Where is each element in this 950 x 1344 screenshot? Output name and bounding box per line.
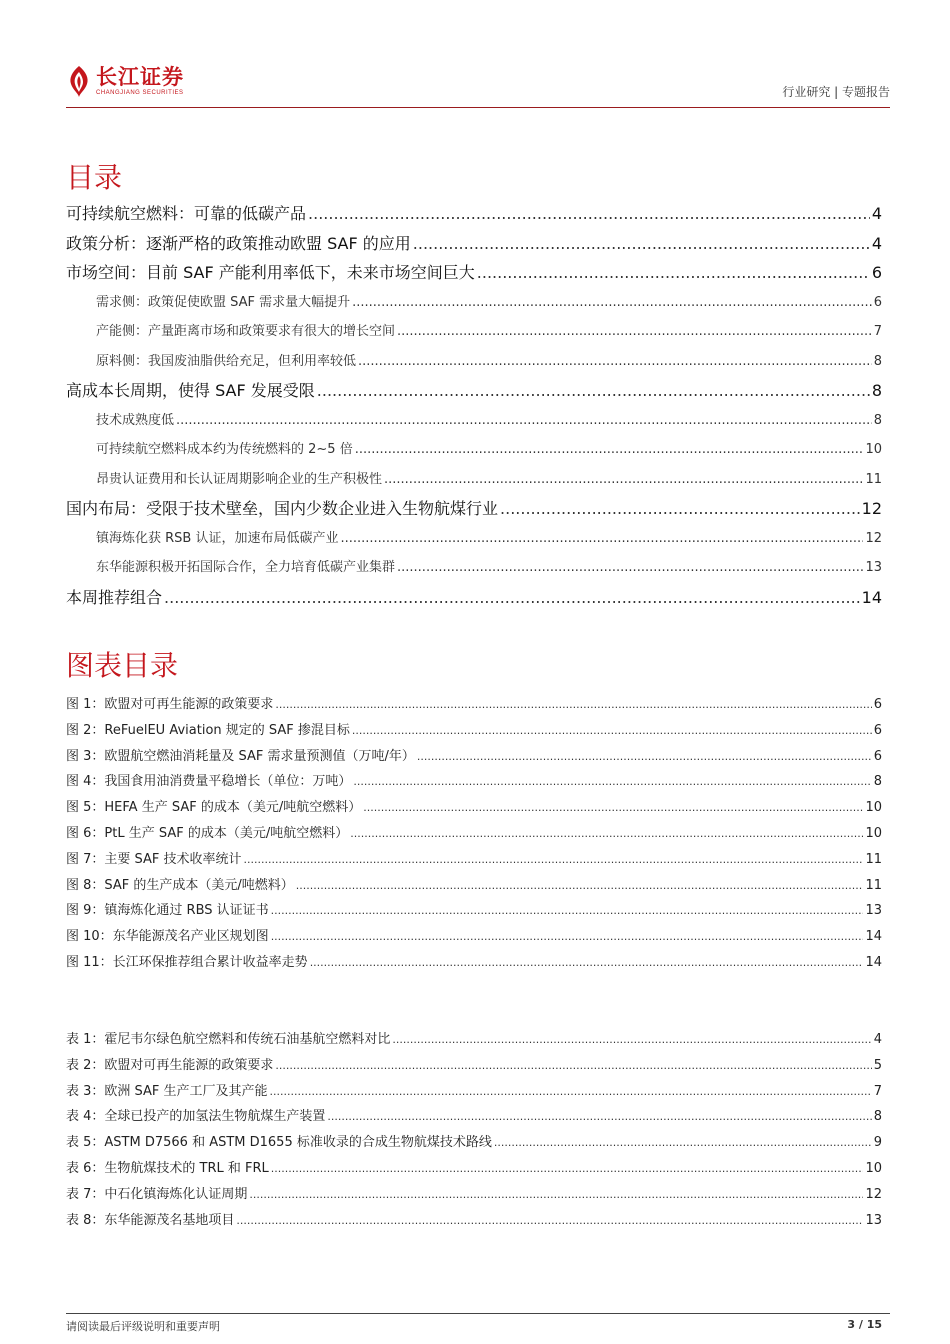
toc-entry-label: 可持续航空燃料：可靠的低碳产品 [66, 204, 307, 223]
toc-entry-page: 8 [873, 353, 882, 369]
table-entry-label: 表 6：生物航煤技术的 TRL 和 FRL [66, 1160, 269, 1176]
figure-entry[interactable] [66, 898, 882, 924]
toc-entry[interactable] [66, 199, 882, 229]
figure-entry-page: 6 [873, 697, 882, 712]
dot-leader [327, 1104, 871, 1130]
table-of-contents [66, 199, 882, 612]
toc-entry-label: 可持续航空燃料成本约为传统燃料的 2~5 倍 [96, 442, 353, 457]
table-entry[interactable] [66, 1027, 882, 1053]
dot-leader [384, 465, 863, 495]
logo-chinese-name: 长江证券 [96, 65, 184, 89]
dot-leader [358, 347, 872, 377]
toc-entry-page: 14 [861, 587, 882, 607]
dot-leader [164, 583, 860, 613]
toc-entry-page: 11 [865, 471, 882, 487]
figure-entry[interactable] [66, 795, 882, 821]
figure-entry-page: 6 [873, 748, 882, 764]
dot-leader [363, 795, 863, 821]
footer-disclaimer: 请阅读最后评级说明和重要声明 [66, 1320, 220, 1333]
table-entry-page: 12 [865, 1186, 882, 1202]
dot-leader [340, 524, 863, 554]
toc-entry-page: 8 [871, 381, 882, 400]
page-header [66, 64, 890, 108]
dot-leader [270, 1079, 872, 1105]
toc-entry[interactable] [66, 258, 882, 288]
toc-title: 目录 [66, 161, 123, 194]
figure-entry-label: 图 8：SAF 的生产成本（美元/吨燃料） [66, 877, 294, 893]
dot-leader [244, 847, 864, 873]
figure-entry-label: 图 9：镇海炼化通过 RBS 认证证书 [66, 903, 269, 919]
figures-toc-title: 图表目录 [66, 649, 179, 682]
toc-entry-label: 国内布局：受限于技术壁垒，国内少数企业进入生物航煤行业 [66, 499, 499, 518]
toc-subentry[interactable] [66, 465, 882, 495]
figure-entry-page: 10 [865, 800, 882, 816]
toc-subentry[interactable] [66, 406, 882, 436]
figure-entry[interactable] [66, 718, 882, 744]
figure-entry[interactable] [66, 769, 882, 795]
toc-subentry[interactable] [66, 435, 882, 465]
figure-entry[interactable] [66, 821, 882, 847]
figure-entry-page: 6 [873, 722, 882, 738]
toc-entry-label: 东华能源积极开拓国际合作，全力培育低碳产业集群 [96, 560, 396, 575]
table-entry[interactable] [66, 1130, 882, 1156]
toc-entry-label: 高成本长周期，使得 SAF 发展受限 [66, 381, 315, 400]
dot-leader [352, 288, 872, 318]
toc-subentry[interactable] [66, 347, 882, 377]
toc-entry-page: 10 [865, 442, 882, 457]
table-entry-page: 13 [865, 1212, 882, 1228]
dot-leader [275, 1053, 871, 1079]
figure-entry-page: 10 [865, 825, 882, 841]
dot-leader [308, 199, 870, 229]
dot-leader [500, 494, 860, 524]
figure-entry-page: 11 [865, 851, 882, 867]
dot-leader [397, 553, 863, 583]
table-entry-page: 5 [873, 1057, 882, 1073]
dot-leader [350, 821, 863, 847]
figure-entry[interactable] [66, 950, 882, 976]
toc-entry-page: 12 [865, 530, 882, 546]
dot-leader [296, 873, 864, 899]
dot-leader [275, 692, 871, 718]
figure-entry[interactable] [66, 924, 882, 950]
figure-entry-label: 图 3：欧盟航空燃油消耗量及 SAF 需求量预测值（万吨/年） [66, 748, 415, 764]
toc-entry-page: 4 [871, 233, 882, 253]
dot-leader [392, 1027, 871, 1053]
figure-entry-label: 图 4：我国食用油消费量平稳增长（单位：万吨） [66, 774, 352, 790]
toc-entry-page: 13 [865, 560, 882, 575]
toc-entry-page: 6 [873, 294, 882, 310]
toc-entry-page: 8 [873, 412, 882, 428]
figure-entry-page: 14 [865, 929, 882, 945]
table-entry[interactable] [66, 1156, 882, 1182]
table-entry-label: 表 2：欧盟对可再生能源的政策要求 [66, 1057, 274, 1073]
table-entry-page: 7 [873, 1083, 882, 1099]
dot-leader [397, 317, 872, 347]
figure-entry-label: 图 5：HEFA 生产 SAF 的成本（美元/吨航空燃料） [66, 800, 362, 816]
dot-leader [417, 744, 872, 770]
figure-entry-label: 图 6：PtL 生产 SAF 的成本（美元/吨航空燃料） [66, 825, 349, 841]
toc-subentry[interactable] [66, 553, 882, 583]
dot-leader [176, 406, 872, 436]
logo-emblem-icon [66, 64, 92, 98]
toc-entry-label: 原料侧：我国废油脂供给充足，但利用率较低 [96, 353, 357, 369]
table-entry-page: 4 [873, 1032, 882, 1047]
dot-leader [353, 769, 871, 795]
figure-entry-label: 图 1：欧盟对可再生能源的政策要求 [66, 697, 274, 712]
toc-entry-label: 政策分析：逐渐严格的政策推动欧盟 SAF 的应用 [66, 233, 411, 253]
table-entry-label: 表 3：欧洲 SAF 生产工厂及其产能 [66, 1083, 268, 1099]
figure-entry-page: 8 [873, 774, 882, 790]
dot-leader [413, 229, 870, 259]
toc-entry-page: 12 [861, 499, 882, 518]
toc-entry[interactable] [66, 229, 882, 259]
figure-entry-page: 13 [865, 903, 882, 919]
toc-entry[interactable] [66, 376, 882, 406]
figure-entry[interactable] [66, 847, 882, 873]
table-entry-label: 表 1：霍尼韦尔绿色航空燃料和传统石油基航空燃料对比 [66, 1032, 391, 1047]
table-entry[interactable] [66, 1079, 882, 1105]
figure-entry[interactable] [66, 692, 882, 718]
dot-leader [249, 1182, 863, 1208]
dot-leader [271, 898, 864, 924]
figure-entry[interactable] [66, 744, 882, 770]
dot-leader [271, 1156, 864, 1182]
toc-entry[interactable] [66, 494, 882, 524]
table-entry-page: 9 [873, 1135, 882, 1151]
toc-entry-label: 昂贵认证费用和长认证周期影响企业的生产积极性 [96, 471, 383, 487]
page-number: 3 / 15 [847, 1318, 882, 1331]
figure-entry-label: 图 2：ReFuelEU Aviation 规定的 SAF 掺混目标 [66, 722, 350, 738]
logo-english-name: CHANGJIANG SECURITIES [96, 90, 184, 96]
figure-list [66, 692, 882, 976]
figure-entry-page: 11 [865, 877, 882, 893]
table-entry-page: 10 [865, 1160, 882, 1176]
footer-divider [66, 1313, 890, 1314]
report-category: 行业研究 | 专题报告 [782, 85, 890, 99]
table-entry[interactable] [66, 1208, 882, 1234]
toc-entry-label: 本周推荐组合 [66, 587, 163, 607]
toc-subentry[interactable] [66, 288, 882, 318]
table-list [66, 1027, 882, 1233]
figure-entry-label: 图 10：东华能源茂名产业区规划图 [66, 929, 269, 945]
toc-entry-label: 市场空间：目前 SAF 产能利用率低下，未来市场空间巨大 [66, 263, 475, 282]
figure-entry-page: 14 [865, 954, 882, 970]
dot-leader [477, 258, 870, 288]
company-logo [66, 64, 184, 98]
table-entry[interactable] [66, 1053, 882, 1079]
dot-leader [271, 924, 864, 950]
dot-leader [236, 1208, 863, 1234]
dot-leader [310, 950, 864, 976]
toc-subentry[interactable] [66, 524, 882, 554]
figure-entry-label: 图 7：主要 SAF 技术收率统计 [66, 851, 242, 867]
toc-entry-page: 4 [871, 204, 882, 223]
table-entry-page: 8 [873, 1109, 882, 1125]
toc-entry-label: 镇海炼化获 RSB 认证，加速布局低碳产业 [96, 530, 339, 546]
header-divider [66, 107, 890, 108]
toc-entry[interactable] [66, 583, 882, 613]
toc-entry-label: 产能侧：产量距离市场和政策要求有很大的增长空间 [96, 324, 396, 339]
toc-entry-label: 技术成熟度低 [96, 412, 175, 428]
dot-leader [494, 1130, 872, 1156]
table-entry[interactable] [66, 1104, 882, 1130]
figure-entry-label: 图 11：长江环保推荐组合累计收益率走势 [66, 954, 308, 970]
dot-leader [317, 376, 870, 406]
toc-entry-label: 需求侧：政策促使欧盟 SAF 需求量大幅提升 [96, 294, 351, 310]
toc-entry-page: 7 [873, 324, 882, 339]
dot-leader [352, 718, 872, 744]
table-entry-label: 表 8：东华能源茂名基地项目 [66, 1212, 235, 1228]
toc-entry-page: 6 [871, 263, 882, 282]
table-entry-label: 表 7：中石化镇海炼化认证周期 [66, 1186, 248, 1202]
dot-leader [355, 435, 864, 465]
table-entry-label: 表 5：ASTM D7566 和 ASTM D1655 标准收录的合成生物航煤技术路线 [66, 1135, 492, 1151]
figure-entry[interactable] [66, 873, 882, 899]
toc-subentry[interactable] [66, 317, 882, 347]
table-entry-label: 表 4：全球已投产的加氢法生物航煤生产装置 [66, 1109, 326, 1125]
table-entry[interactable] [66, 1182, 882, 1208]
